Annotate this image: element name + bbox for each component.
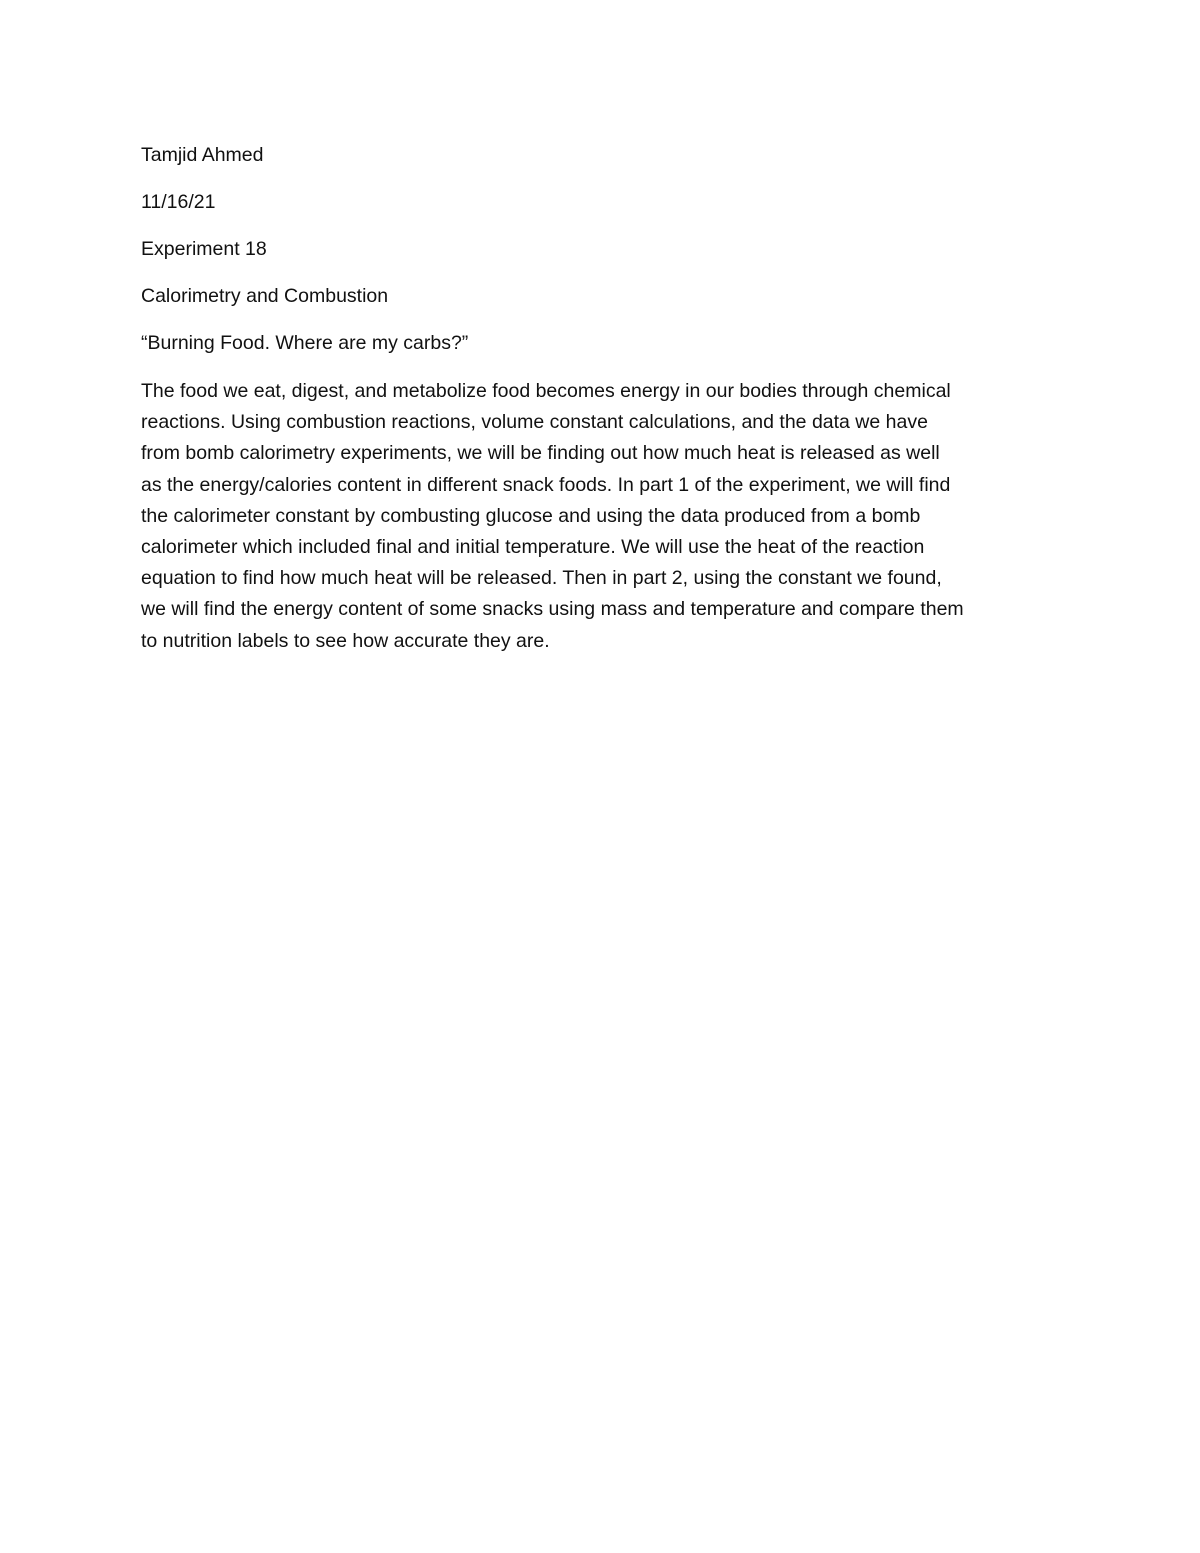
- report-date: 11/16/21: [141, 191, 216, 213]
- paragraph-line: we will find the energy content of some snacks using mass and temperature and compare them: [141, 598, 964, 621]
- paragraph-line: equation to find how much heat will be released. Then in part 2, using the constant we found,: [141, 567, 942, 590]
- author-name: Tamjid Ahmed: [141, 144, 264, 166]
- experiment-number: Experiment 18: [141, 238, 267, 260]
- paragraph-line: reactions. Using combustion reactions, volume constant calculations, and the data we have: [141, 411, 928, 434]
- paragraph-line: the calorimeter constant by combusting glucose and using the data produced from a bomb: [141, 504, 921, 527]
- experiment-topic: Calorimetry and Combustion: [141, 285, 389, 307]
- intro-paragraph: [141, 376, 1061, 657]
- paragraph-line: from bomb calorimetry experiments, we will be finding out how much heat is released as well: [141, 442, 940, 465]
- document-content: [141, 141, 1061, 657]
- paragraph-line: to nutrition labels to see how accurate they are.: [141, 629, 550, 652]
- paragraph-line: The food we eat, digest, and metabolize food becomes energy in our bodies through chemical: [141, 380, 951, 402]
- report-title: “Burning Food. Where are my carbs?”: [141, 332, 469, 354]
- paragraph-line: as the energy/calories content in different snack foods. In part 1 of the experiment, we will find: [141, 473, 951, 496]
- paragraph-line: calorimeter which included final and initial temperature. We will use the heat of the reaction: [141, 536, 925, 559]
